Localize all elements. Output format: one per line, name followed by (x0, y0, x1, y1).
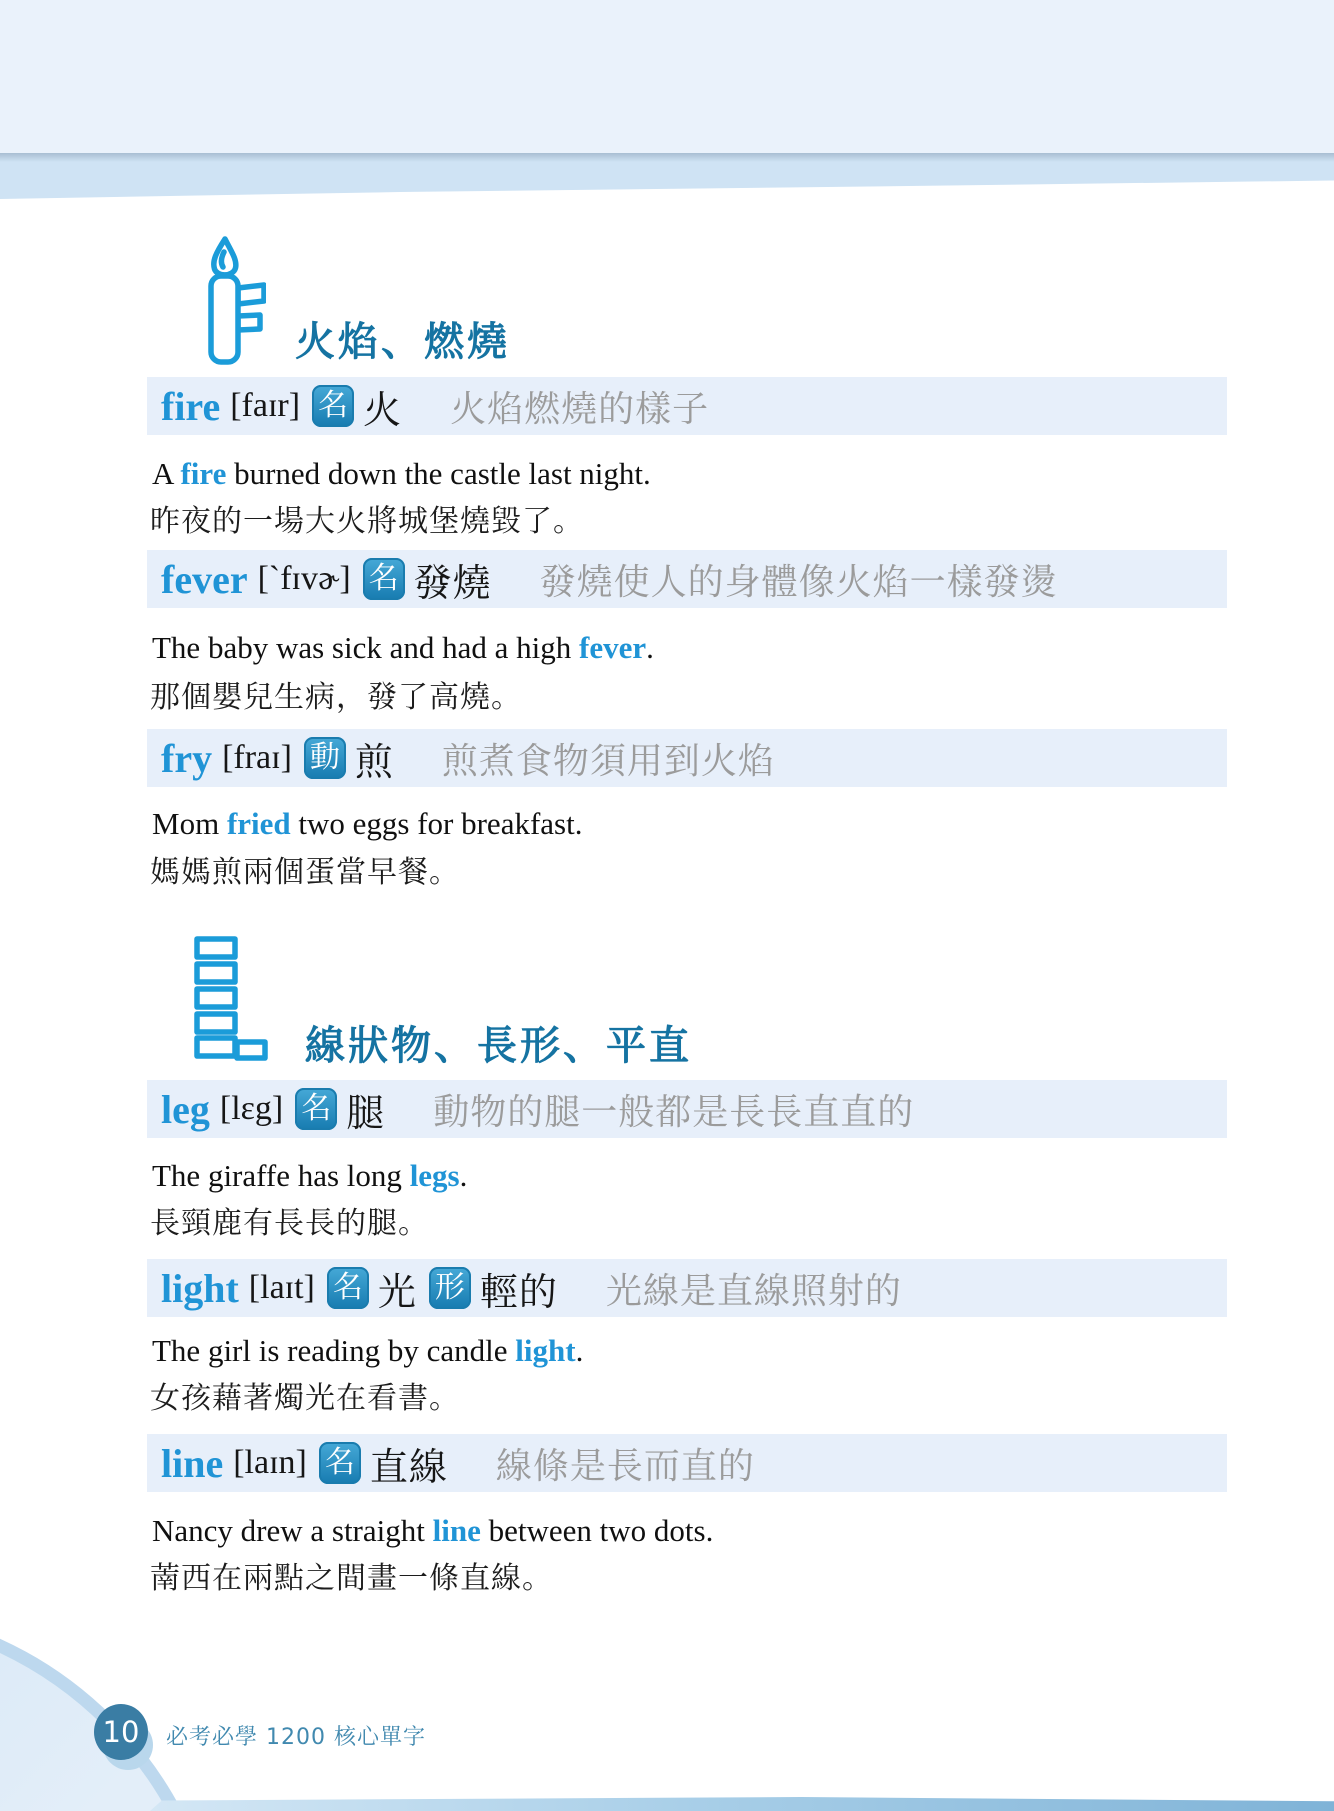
example-post: burned down the castle last night. (226, 456, 651, 491)
section-title-fire: 火焰、燃燒 (295, 319, 510, 365)
example-translation: 那個嬰兒生病，發了高燒。 (150, 680, 522, 715)
entry-pronunciation: [ˋfɪvɚ] (257, 560, 351, 597)
example-sentence (152, 456, 651, 492)
entry-row-fever (147, 550, 1227, 608)
example-sentence (152, 630, 654, 666)
example-keyword: light (515, 1333, 576, 1368)
example-sentence (152, 1333, 583, 1369)
page-number: 10 (102, 1715, 140, 1749)
pos-badge-noun: 名 (312, 385, 354, 427)
entry-pronunciation: [lɛg] (219, 1090, 284, 1127)
entry-meaning: 火 (363, 387, 403, 432)
top-band-shadow (0, 153, 1334, 162)
pos-badge-adjective: 形 (429, 1267, 471, 1309)
entry-word: fire (161, 383, 221, 429)
entry-pronunciation: [faɪr] (230, 387, 301, 424)
bottom-page-edge (150, 1797, 1334, 1811)
example-translation: 萳西在兩點之間畫一條直線。 (150, 1561, 553, 1596)
example-translation: 女孩藉著燭光在看書。 (150, 1381, 460, 1416)
entry-meaning: 煎 (354, 739, 394, 784)
example-keyword: line (432, 1513, 481, 1548)
pos-badge-verb: 動 (304, 737, 346, 779)
example-post: . (575, 1333, 584, 1368)
example-keyword: legs (409, 1158, 460, 1193)
entry-word: fever (161, 556, 248, 602)
pos-badge-noun: 名 (295, 1088, 337, 1130)
entry-row-fry (147, 729, 1227, 787)
page-number-badge (94, 1704, 148, 1760)
example-keyword: fever (579, 630, 647, 665)
entry-meaning: 光 (377, 1269, 417, 1314)
entry-row-line (147, 1434, 1227, 1492)
entry-word: leg (161, 1086, 210, 1132)
example-pre: Mom (152, 806, 227, 841)
entry-pronunciation: [fraɪ] (222, 739, 292, 776)
candle-icon (186, 234, 266, 370)
example-post: . (646, 630, 654, 665)
stacked-rectangles-icon (194, 936, 268, 1064)
entry-meaning: 輕的 (479, 1269, 558, 1314)
entry-hint: 線條是長而直的 (495, 1445, 755, 1487)
entry-row-leg (147, 1080, 1227, 1138)
example-pre: The giraffe has long (152, 1158, 410, 1193)
example-pre: The baby was sick and had a high (152, 630, 579, 665)
example-pre: The girl is reading by candle (152, 1333, 516, 1368)
example-translation: 媽媽煎兩個蛋當早餐。 (150, 855, 460, 890)
example-post: . (459, 1158, 468, 1193)
example-post: two eggs for breakfast. (290, 806, 583, 841)
example-keyword: fried (226, 806, 291, 841)
example-pre: Nancy drew a straight (152, 1513, 433, 1548)
entry-word: light (161, 1265, 239, 1311)
book-title: 必考必學 1200 核心單字 (166, 1725, 426, 1750)
example-sentence (152, 806, 582, 842)
entry-meaning: 腿 (346, 1090, 386, 1135)
entry-hint: 煎煮食物須用到火焰 (441, 740, 775, 782)
entry-pronunciation: [laɪt] (248, 1269, 315, 1306)
entry-row-light (147, 1259, 1227, 1317)
entry-word: fry (161, 735, 213, 781)
pos-badge-noun: 名 (319, 1442, 361, 1484)
entry-meaning: 發燒 (413, 560, 492, 605)
entry-hint: 發燒使人的身體像火焰一樣發燙 (539, 561, 1058, 603)
pos-badge-noun: 名 (327, 1267, 369, 1309)
entry-hint: 火焰燃燒的樣子 (450, 388, 710, 430)
example-keyword: fire (180, 456, 227, 491)
entry-meaning: 直線 (369, 1444, 448, 1489)
entry-hint: 動物的腿一般都是長長直直的 (433, 1091, 915, 1133)
example-translation: 長頸鹿有長長的腿。 (150, 1206, 429, 1241)
example-sentence (152, 1513, 713, 1549)
entry-row-fire (147, 377, 1227, 435)
example-post: between two dots. (480, 1513, 714, 1548)
top-band-light (0, 0, 1334, 153)
entry-word: line (161, 1440, 224, 1486)
entry-pronunciation: [laɪn] (233, 1444, 307, 1481)
pos-badge-noun: 名 (363, 558, 405, 600)
example-sentence (152, 1158, 467, 1194)
section-title-lines: 線狀物、長形、平直 (305, 1023, 692, 1069)
example-translation: 昨夜的一場大火將城堡燒毀了。 (150, 504, 584, 539)
entry-hint: 光線是直線照射的 (605, 1270, 902, 1312)
example-pre: A (152, 456, 181, 491)
